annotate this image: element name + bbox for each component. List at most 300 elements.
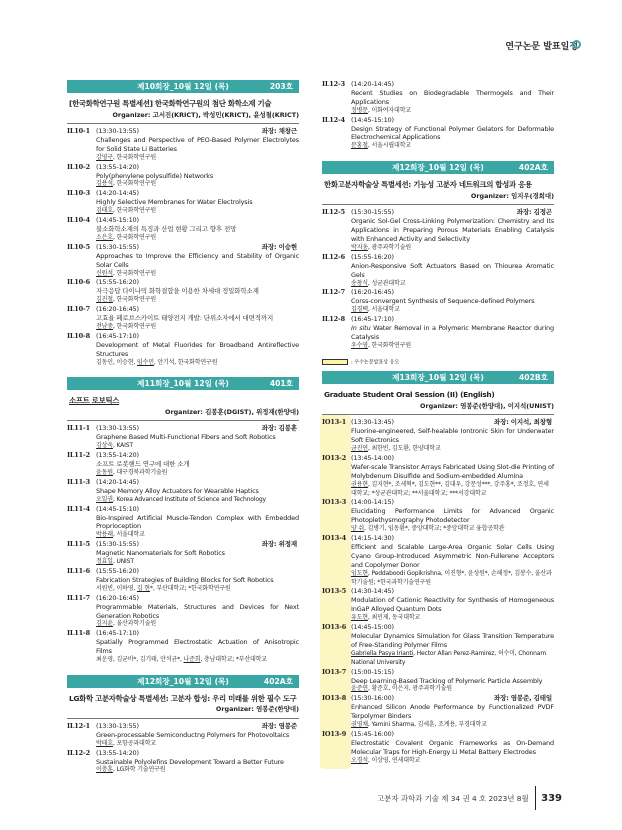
presenter-name: 박지웅 bbox=[351, 243, 368, 251]
talk-authors bbox=[351, 570, 554, 588]
session-room: 401호 bbox=[269, 379, 293, 389]
presenter-name: 김 현 bbox=[136, 584, 150, 592]
talk-authors bbox=[96, 496, 299, 505]
talk-code: IL10-3 bbox=[67, 189, 90, 198]
talk-list bbox=[67, 127, 299, 367]
talk-authors bbox=[96, 558, 299, 567]
talk-title bbox=[96, 487, 299, 496]
talk-entry bbox=[67, 629, 299, 665]
talk-title-text: Sustainable Polyolefins Development Toward a Better Future bbox=[96, 757, 284, 766]
talk-title bbox=[96, 225, 299, 234]
talk-time-row bbox=[96, 540, 299, 549]
talk-time-row bbox=[351, 80, 554, 89]
left-column bbox=[67, 80, 299, 775]
talk-title-text: Magnetic Nanomaterials for Soft Robotics bbox=[96, 549, 225, 558]
presenter-name: 이충훈 bbox=[96, 766, 113, 774]
author-text: , 한국화학연구원 bbox=[112, 269, 156, 277]
talk-entry bbox=[322, 668, 554, 695]
session-title: 한화고분자학술상 특별세션: 기능성 고분자 네트워크의 합성과 응용 bbox=[324, 180, 532, 190]
talk-title-text: Development of Metal Fluorides for Broadband Antireflective Structures bbox=[96, 340, 299, 358]
author-text: 최운영, 김균비*, 김기태, 안석균*, bbox=[96, 656, 184, 664]
author-text: 김동인, 이승현, bbox=[96, 358, 137, 366]
talk-entry bbox=[322, 454, 554, 499]
author-text: , 황준호, 이은지, 광주과학기술원 bbox=[367, 685, 452, 693]
talk-entry bbox=[67, 243, 299, 279]
talk-entry bbox=[67, 749, 299, 776]
talk-authors bbox=[96, 359, 299, 368]
author-text: 서원빈, 이하영, bbox=[96, 584, 137, 592]
talk-entry bbox=[67, 127, 299, 163]
page-section-title: 연구논문 발표일정 bbox=[505, 42, 578, 52]
presenter-name: 윤준연 bbox=[351, 685, 368, 693]
talk-title bbox=[351, 324, 554, 342]
talk-time-row bbox=[96, 305, 299, 314]
author-text: , 한국화학연구원 bbox=[112, 180, 156, 188]
presenter-name: 권용현 bbox=[351, 480, 368, 488]
session-room: 402B호 bbox=[519, 373, 548, 383]
session-header-bar bbox=[67, 377, 299, 390]
talk-code: IO13-3 bbox=[322, 498, 347, 507]
talk-time-row bbox=[96, 478, 299, 487]
talk-entry bbox=[322, 730, 554, 766]
author-text: , Yamini Sharma, 김세훈, 조계용, 부경대학교 bbox=[367, 721, 487, 729]
talk-time: (16:45-17:10) bbox=[96, 331, 139, 340]
talk-entry bbox=[322, 253, 554, 289]
author-text: , UNIST bbox=[112, 558, 134, 566]
talk-time-row bbox=[351, 418, 554, 427]
talk-title-text: Enhanced Silicon Anode Performance by Functionalized PVDF Terpolymer Binders bbox=[351, 703, 554, 721]
talk-list bbox=[67, 424, 299, 664]
author-text: , Korea Advanced Institute of Science and Technology bbox=[112, 495, 266, 503]
talk-authors bbox=[351, 685, 554, 694]
talk-time-row bbox=[96, 189, 299, 198]
author-text: , 최한빈, 김도환, 한양대학교 bbox=[367, 444, 441, 452]
talk-time-row bbox=[351, 498, 554, 507]
talk-code: IL10-5 bbox=[67, 242, 90, 251]
talk-title bbox=[96, 514, 299, 532]
legend bbox=[322, 359, 554, 367]
talk-list bbox=[67, 722, 299, 775]
talk-code: IL12-4 bbox=[322, 115, 345, 124]
footer-divider bbox=[535, 786, 537, 810]
author-text: , 한국화학연구원 bbox=[112, 296, 156, 304]
talk-code: IL10-7 bbox=[67, 305, 90, 314]
talk-time-row bbox=[351, 730, 554, 739]
talk-entry bbox=[322, 80, 554, 116]
talk-title bbox=[351, 89, 554, 107]
author-text: *, 부산대학교; *한국화학연구원 bbox=[149, 584, 231, 592]
talk-title-text: 불소화학소재의 특징과 산업 현황 그리고 향후 전망 bbox=[96, 224, 237, 233]
session-chair: 좌장: 염봉준, 김태일 bbox=[493, 694, 552, 703]
talk-title bbox=[351, 543, 554, 570]
presenter-name: 정효일 bbox=[96, 558, 113, 566]
talk-time-row bbox=[351, 534, 554, 543]
talk-code: IO13-2 bbox=[322, 453, 347, 462]
talk-code: IL10-4 bbox=[67, 216, 90, 225]
session-room: 402A호 bbox=[263, 676, 293, 686]
presenter-name: 강영구 bbox=[96, 153, 113, 161]
talk-title bbox=[351, 739, 554, 757]
talk-time: (13:30-13:55) bbox=[96, 424, 139, 433]
session-chair: 좌장: 염봉준 bbox=[261, 721, 297, 730]
talk-title-text: Wafer-scale Transistor Arrays Fabricated Using Slot-die Printing of Molybdenum Disulfide and Sodium-embedded Alumina bbox=[351, 462, 554, 480]
session-divider bbox=[67, 123, 299, 124]
talk-title-text: 고효율 페로브스카이트 태양전지 개발: 단위소자에서 대면적까지 bbox=[96, 314, 274, 323]
talk-entry bbox=[67, 278, 299, 305]
talk-list bbox=[322, 418, 554, 765]
talk-authors bbox=[96, 154, 299, 163]
author-text: , 충남대학교; *부산대학교 bbox=[200, 656, 267, 664]
presenter-name: 우수영 bbox=[351, 341, 368, 349]
talk-time: (16:45-17:10) bbox=[96, 629, 139, 638]
talk-time: (16:45-17:10) bbox=[351, 315, 394, 324]
session-hall-date: 제10회장_10월 12일 (목) bbox=[137, 82, 229, 91]
presenter-name: 박태호 bbox=[96, 739, 113, 747]
talk-title-italic: In situ bbox=[351, 324, 371, 333]
presenter-name: 정병문 bbox=[351, 106, 368, 114]
session-divider bbox=[67, 420, 299, 421]
session-header-bar bbox=[67, 675, 299, 688]
talk-authors bbox=[96, 323, 299, 332]
talk-time-row bbox=[351, 208, 554, 217]
talk-authors bbox=[96, 270, 299, 279]
talk-entry bbox=[67, 189, 299, 216]
talk-code: IL10-8 bbox=[67, 331, 90, 340]
talk-entry bbox=[67, 567, 299, 594]
talk-code: IO13-5 bbox=[322, 587, 347, 596]
talk-title bbox=[351, 217, 554, 244]
author-text: , Hector Allan Perez-Ramirez, 허수미, Chonnam National University bbox=[351, 649, 547, 666]
presenter-name: 전남중 bbox=[96, 322, 113, 330]
author-text: , 한국화학연구원 bbox=[112, 233, 156, 241]
talk-time-row bbox=[351, 668, 554, 677]
talk-code: IL10-1 bbox=[67, 127, 90, 135]
talk-entry bbox=[67, 722, 299, 749]
session-organizer: Organizer: 김봉훈(DGIST), 위정재(한양대) bbox=[165, 407, 299, 416]
talk-authors bbox=[351, 445, 554, 454]
session-header-bar bbox=[322, 161, 554, 174]
talk-entry bbox=[67, 451, 299, 478]
talk-time: (14:45-15:00) bbox=[351, 623, 394, 632]
talk-code: IL12-2 bbox=[67, 748, 90, 757]
presenter-name: 김경택 bbox=[351, 306, 368, 314]
talk-code: IL11-3 bbox=[67, 477, 90, 486]
talk-title bbox=[96, 287, 299, 296]
talk-code: IL11-4 bbox=[67, 504, 90, 513]
talk-entry bbox=[322, 623, 554, 668]
talk-title-text: Elucidating Performance Limits for Advanced Organic Photoplethysmography Photodetector bbox=[351, 507, 554, 525]
author-text: , LG화학 기술연구원 bbox=[112, 766, 166, 774]
talk-time: (15:55-16:20) bbox=[96, 566, 139, 575]
presenter-name: 나준희 bbox=[183, 656, 201, 664]
author-text: , 김병기, 임동환*, 중앙대학교; *중앙대학교 융합공학관 bbox=[364, 525, 505, 533]
presenter-name: 김지윤 bbox=[96, 620, 113, 628]
talk-authors bbox=[351, 244, 554, 253]
legend-swatch bbox=[322, 359, 348, 365]
talk-authors bbox=[351, 306, 554, 315]
session-12-continued bbox=[322, 80, 554, 151]
talk-time-row bbox=[96, 243, 299, 252]
talk-title-text: Bio-Inspired Artificial Muscle-Tendon Complex with Embedded Proprioception bbox=[96, 513, 299, 531]
talk-title-text: Design Strategy of Functional Polymer Gelators for Deformable Electrochemical Applications bbox=[351, 124, 554, 142]
talk-time-row bbox=[96, 722, 299, 731]
presenter-name: 금진연 bbox=[351, 444, 368, 452]
talk-title bbox=[96, 549, 299, 558]
presenter-name: 권영채 bbox=[351, 721, 368, 729]
talk-time: (13:30-13:45) bbox=[351, 418, 394, 427]
session-chair: 좌장: 채창근 bbox=[261, 127, 297, 135]
author-text: , 서울대학교 bbox=[367, 306, 400, 314]
author-text: , 최민제, 동국대학교 bbox=[367, 614, 421, 622]
presenter-name: 김태호 bbox=[96, 207, 113, 215]
talk-title-text: Recent Studies on Biodegradable Thermogels and Their Applications bbox=[351, 88, 554, 106]
session-title: [한국화학연구원 특별세션] 한국화학연구원의 첨단 화학소재 기술 bbox=[69, 99, 272, 108]
right-column bbox=[322, 80, 562, 810]
session-divider bbox=[322, 414, 554, 415]
talk-code: IL11-8 bbox=[67, 629, 90, 638]
talk-title-text: Challenges and Perspective of PEO-Based Polymer Electrolytes for Solid State Li Batteries bbox=[96, 135, 299, 153]
author-text: , 한국화학연구원 bbox=[112, 153, 156, 161]
talk-code: IO13-7 bbox=[322, 667, 347, 676]
session-organizer: Organizer: 고서진(KRICT), 박성민(KRICT), 윤성철(KRICT) bbox=[112, 110, 299, 119]
talk-time-row bbox=[96, 629, 299, 638]
talk-time: (14:20-14:45) bbox=[351, 80, 394, 88]
talk-authors bbox=[96, 656, 299, 665]
talk-time: (14:20-14:45) bbox=[96, 189, 139, 198]
presenter-name: 오일권 bbox=[96, 495, 113, 503]
talk-title bbox=[96, 638, 299, 656]
circle-bullet-icon bbox=[572, 40, 581, 49]
talk-authors bbox=[96, 585, 299, 594]
session-room: 203호 bbox=[269, 82, 293, 91]
session-13 bbox=[322, 371, 554, 765]
talk-entry bbox=[322, 534, 554, 587]
talk-title-text: Graphene Based Multi-Functional Fibers and Soft Robotics bbox=[96, 433, 276, 442]
talk-time-row bbox=[351, 288, 554, 297]
talk-code: IO13-8 bbox=[322, 694, 347, 703]
talk-time: (13:55-14:20) bbox=[96, 748, 139, 757]
talk-authors bbox=[351, 107, 554, 116]
talk-time-row bbox=[351, 315, 554, 324]
talk-time: (14:45-15:10) bbox=[96, 216, 139, 225]
author-text: , 이상영, 연세대학교 bbox=[367, 756, 421, 764]
talk-time-row bbox=[96, 505, 299, 514]
talk-title-text: Deep Learning-Based Tracking of Polymeric Particle Assembly bbox=[351, 676, 543, 685]
author-text: , 한국화학연구원 bbox=[112, 322, 156, 330]
talk-title-text: 자극응답 다이나믹 화학결합을 이용한 차세대 정밀화학소재 bbox=[96, 287, 259, 296]
talk-time-row bbox=[351, 623, 554, 632]
talk-title bbox=[96, 576, 299, 585]
talk-code: IL10-6 bbox=[67, 278, 90, 287]
session-chair: 좌장: 이지석, 최창형 bbox=[493, 418, 552, 427]
presenter-name: 임도현 bbox=[351, 569, 368, 577]
talk-entry bbox=[67, 332, 299, 368]
page-number: 339 bbox=[541, 792, 562, 804]
talk-title bbox=[96, 314, 299, 323]
talk-title bbox=[96, 136, 299, 154]
talk-code: IL12-7 bbox=[322, 288, 345, 297]
talk-title-text: Poly(phenylene polysulfide) Networks bbox=[96, 171, 214, 180]
talk-authors bbox=[96, 207, 299, 216]
talk-time-row bbox=[96, 424, 299, 433]
author-text: , 대구경북과학기술원 bbox=[112, 469, 168, 476]
session-header-bar bbox=[67, 80, 299, 93]
author-text: , 이화여자대학교 bbox=[367, 106, 411, 114]
talk-authors bbox=[96, 531, 299, 540]
author-text: , 한국화학연구원 bbox=[112, 207, 156, 215]
presenter-name: 문홍철 bbox=[351, 142, 368, 150]
talk-entry bbox=[322, 694, 554, 730]
talk-code: IL11-1 bbox=[67, 424, 90, 433]
presenter-name: 유도현 bbox=[351, 614, 368, 622]
talk-title-text: Water Removal in a Polymeric Membrane Reactor during Catalysis bbox=[351, 324, 555, 341]
talk-time-row bbox=[96, 127, 299, 136]
talk-authors bbox=[96, 740, 299, 749]
presenter-name: 박용래 bbox=[96, 531, 113, 539]
talk-authors bbox=[96, 180, 299, 189]
presenter-name: Gabriella Pasya Irianti bbox=[351, 649, 414, 657]
talk-title-text: Fabrication Strategies of Building Blocks for Soft Robotics bbox=[96, 575, 274, 584]
talk-entry bbox=[67, 163, 299, 190]
presenter-name: 윤동원 bbox=[96, 469, 113, 476]
talk-title bbox=[351, 596, 554, 614]
presenter-name: 임수민 bbox=[136, 358, 154, 366]
talk-title-text: 소프트 로봇핸드 연구에 대한 소개 bbox=[96, 460, 190, 469]
session-divider bbox=[67, 718, 299, 719]
talk-time-row bbox=[351, 454, 554, 463]
talk-time-row bbox=[96, 278, 299, 287]
talk-title-text: Corss-convergent Synthesis of Sequence-defined Polymers bbox=[351, 297, 535, 306]
talk-authors bbox=[351, 525, 554, 534]
talk-title-text: Modulation of Cationic Reactivity for Synthesis of Homogeneous InGaP Alloyed Quantum Dots bbox=[351, 596, 554, 614]
talk-authors bbox=[96, 296, 299, 305]
author-text: , 성균관대학교 bbox=[367, 279, 406, 287]
talk-time-row bbox=[96, 332, 299, 341]
talk-time: (15:45-16:00) bbox=[351, 729, 394, 738]
talk-entry bbox=[67, 505, 299, 541]
talk-entry bbox=[67, 540, 299, 567]
talk-time-row bbox=[351, 587, 554, 596]
talk-title bbox=[96, 433, 299, 442]
talk-list bbox=[322, 208, 554, 351]
talk-code: IL11-5 bbox=[67, 540, 90, 549]
talk-authors bbox=[96, 469, 299, 478]
talk-time: (15:30-15:55) bbox=[351, 208, 394, 217]
talk-time: (14:20-14:45) bbox=[96, 477, 139, 486]
talk-time: (16:20-16:45) bbox=[351, 288, 394, 297]
talk-authors bbox=[351, 650, 554, 668]
session-title: 소프트 로보틱스 bbox=[69, 396, 120, 406]
talk-time-row bbox=[96, 594, 299, 603]
talk-code: IL12-1 bbox=[67, 721, 90, 730]
talk-time-row bbox=[96, 163, 299, 172]
talk-time: (13:55-14:20) bbox=[96, 162, 139, 171]
talk-entry bbox=[67, 305, 299, 332]
talk-time-row bbox=[96, 216, 299, 225]
presenter-name: 오경석 bbox=[351, 756, 368, 764]
talk-title bbox=[351, 703, 554, 721]
session-hall-date: 제12회장_10월 12일 (목) bbox=[392, 163, 484, 173]
talk-authors bbox=[96, 442, 299, 451]
talk-title bbox=[351, 463, 554, 481]
session-hall-date: 제13회장_10월 12일 (목) bbox=[392, 373, 484, 383]
author-text: , Peddaboodi Gopikrishna, 이진형*, 윤성원*, 손해정*, 김봉수, 울산과학기술원; *한국과학기술연구원 bbox=[351, 569, 552, 586]
talk-entry bbox=[67, 594, 299, 630]
presenter-name: 소은호 bbox=[96, 233, 113, 241]
talk-entry bbox=[322, 498, 554, 534]
talk-time: (14:15-14:30) bbox=[351, 534, 394, 543]
talk-authors bbox=[351, 721, 554, 730]
session-organizer: Organizer: 임지우(경희대) bbox=[470, 191, 554, 200]
author-text: , KAIST bbox=[112, 442, 133, 450]
talk-time: (16:20-16:45) bbox=[96, 305, 139, 314]
talk-entry bbox=[67, 216, 299, 243]
talk-code: IL10-2 bbox=[67, 162, 90, 171]
talk-title-text: Approaches to Improve the Efficiency and Stability of Organic Solar Cells bbox=[96, 251, 299, 269]
session-room: 402A호 bbox=[518, 163, 548, 173]
session-11 bbox=[67, 377, 299, 664]
talk-title bbox=[351, 427, 554, 445]
talk-time: (14:30-14:45) bbox=[351, 587, 394, 596]
author-text: , 포항공과대학교 bbox=[112, 739, 156, 747]
presenter-name: 김상욱 bbox=[96, 442, 113, 450]
session-title: LG화학 고분자학술상 특별세션: 고분자 합성: 우리 미래를 위한 필수 도구 bbox=[69, 693, 297, 703]
talk-entry bbox=[67, 424, 299, 451]
session-chair: 좌장: 김정곤 bbox=[516, 208, 552, 217]
talk-code: IL11-7 bbox=[67, 593, 90, 602]
talk-code: IL12-8 bbox=[322, 315, 345, 324]
talk-code: IL11-2 bbox=[67, 451, 90, 460]
footer-journal: 고분자 과학과 기술 제 34 권 4 호 2023년 8월 bbox=[377, 793, 529, 803]
talk-title-text: Molecular Dynamics Simulation for Glass Transition Temperature of Free-Standing Polymer Films bbox=[351, 632, 554, 649]
talk-time: (13:30-13:55) bbox=[96, 721, 139, 730]
talk-code: IO13-9 bbox=[322, 729, 347, 738]
talk-title-text: Programmable Materials, Structures and Devices for Next Generation Robotics bbox=[96, 602, 299, 620]
talk-authors bbox=[351, 280, 554, 289]
author-text: , 김지현*, 조세혁*, 김도현**, 김대우, 강문성***, 강주홍*, 조정호, 연세대학교; *성균관대학교; **서울대학교; ***서강대학교 bbox=[351, 480, 549, 497]
session-organizer: Organizer: 염봉준(한양대) bbox=[215, 705, 299, 714]
talk-title-text: Organic Sol-Gel Cross-Linking Polymerization: Chemistry and Its Applications in Preparing Porous Materials Enabling Catalysis with Enhanced Activity and Selectivity bbox=[351, 217, 554, 243]
talk-entry bbox=[322, 315, 554, 351]
talk-title-text: Electrostatic Covalent Organic Frameworks as On-Demand Molecular Traps for High-Energy Li Metal Battery Electrodes bbox=[351, 738, 554, 756]
talk-authors bbox=[351, 481, 554, 499]
session-organizer: Organizer: 염봉준(한양대), 이지석(UNIST) bbox=[420, 401, 554, 410]
talk-title bbox=[96, 252, 299, 270]
talk-title bbox=[96, 198, 299, 207]
presenter-name: 양 쉬 bbox=[351, 525, 365, 533]
session-12b bbox=[322, 161, 554, 351]
talk-title bbox=[96, 341, 299, 359]
talk-code: IO13-1 bbox=[322, 418, 347, 427]
talk-time: (13:55-14:20) bbox=[96, 451, 139, 460]
talk-title bbox=[96, 460, 299, 469]
talk-title-text: Fluorine-engineered, Self-healable Iontronic Skin for Underwater Soft Electronics bbox=[351, 427, 554, 445]
footer bbox=[322, 776, 562, 810]
talk-time-row bbox=[96, 749, 299, 758]
talk-title bbox=[351, 297, 554, 306]
talk-title bbox=[351, 632, 554, 650]
talk-title-text: Shape Memory Alloy Actuators for Wearable Haptics bbox=[96, 486, 259, 495]
author-text: , 서울대학교 bbox=[112, 531, 145, 539]
author-text: , 서울시립대학교 bbox=[367, 142, 411, 150]
presenter-name: 송창식 bbox=[351, 279, 368, 287]
talk-title bbox=[351, 262, 554, 280]
talk-time: (13:30-13:55) bbox=[96, 127, 139, 135]
talk-time: (15:30-15:55) bbox=[96, 540, 139, 549]
talk-authors bbox=[96, 234, 299, 243]
author-text: , 광주과학기술원 bbox=[367, 243, 411, 251]
session-hall-date: 제11회장_10월 12일 (목) bbox=[137, 379, 229, 389]
